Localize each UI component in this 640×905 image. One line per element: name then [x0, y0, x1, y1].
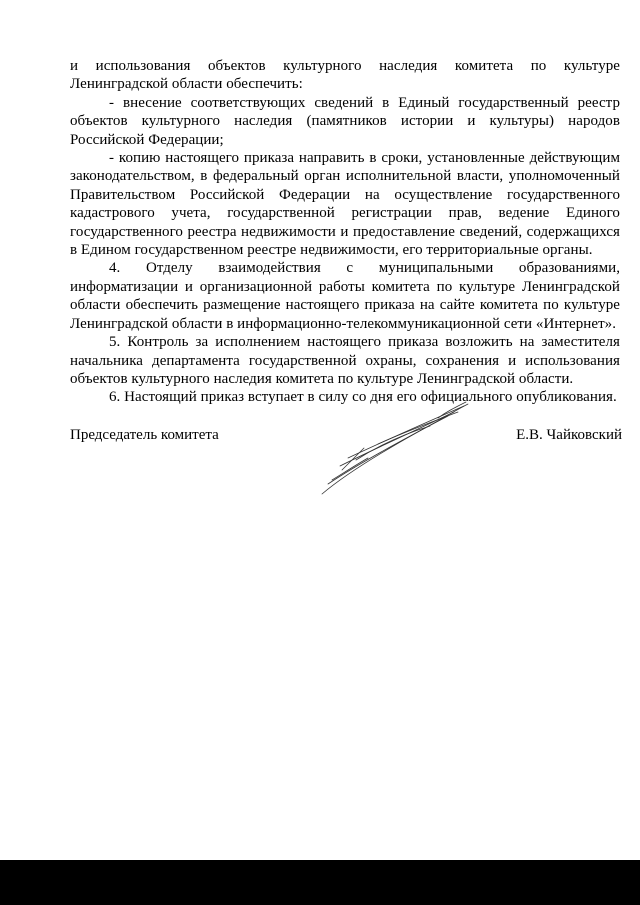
signer-name: Е.В. Чайковский	[516, 427, 622, 443]
paragraph-item-5: 5. Контроль за исполнением настоящего приказа возложить на заместителя начальника департамента государственной охраны, сохранения и использования объектов культурного наследия комитета по культуре Ленинградской области.	[70, 334, 620, 387]
paragraph-item-6: 6. Настоящий приказ вступает в силу со дня его официального опубликования.	[109, 389, 617, 406]
signer-position: Председатель комитета	[70, 427, 219, 443]
paragraph-item-4: 4. Отделу взаимодействия с муниципальными образованиями, информатизации и организационной работы комитета по культуре Ленинградской области обеспечить размещение настоящего приказа на сайте комитета по культуре Ленинградской области в информационно-телекоммуникационной сети «Интернет».	[70, 260, 620, 332]
handwritten-signature	[318, 400, 478, 500]
scan-border-bar	[0, 860, 640, 905]
paragraph-continuation: и использования объектов культурного наследия комитета по культуре Ленинградской области обеспечить:	[70, 58, 620, 93]
paragraph-copy-order: - копию настоящего приказа направить в сроки, установленные действующим законодательством, в федеральный орган исполнительной власти, уполномоченный Правительством Российской Федерации на осуществление государственного кадастрового учета, государственной регистрации прав, ведение Единого государственного реестра недвижимости и предоставление сведений, содержащихся в Едином государственном реестре недвижимости, его территориальные органы.	[70, 150, 620, 259]
paragraph-registry-entry: - внесение соответствующих сведений в Единый государственный реестр объектов культурного наследия (памятников истории и культуры) народов Российской Федерации;	[70, 94, 620, 148]
document-body	[70, 57, 620, 407]
